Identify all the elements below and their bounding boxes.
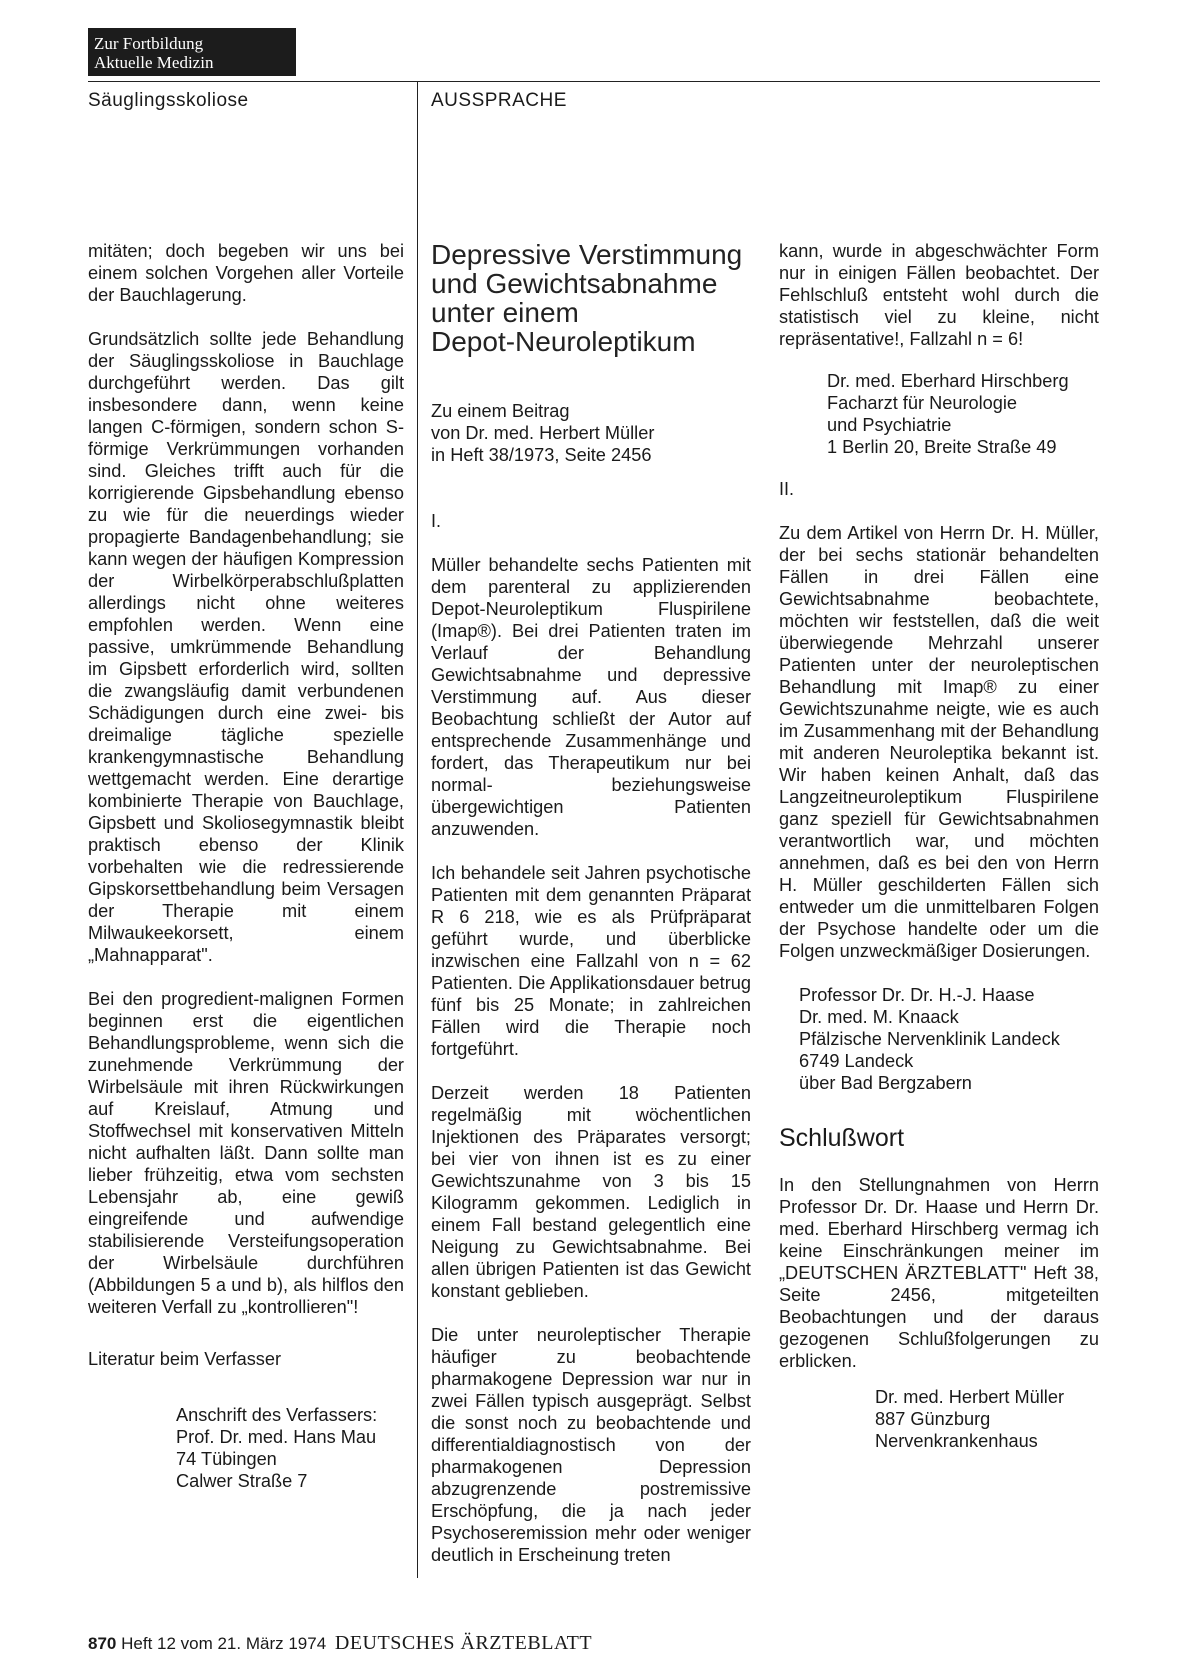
journal-name: DEUTSCHES ÄRZTEBLATT [334, 1632, 593, 1654]
col2-paragraph-1: Müller behandelte sechs Patienten mit dem parenteral zu applizierenden Depot-Neuroleptikum Fluspirilene (Imap®). Bei drei Patienten traten im Verlauf der Behandlung Gewichtsabnahme und depressive Verstimmung auf. Aus dieser Beobachtung schließt der Autor auf entsprechende Zusammenhänge und fordert, das Therapeutikum nur bei normal- beziehungsweise übergewichtigen Patienten anzuwenden. [431, 555, 751, 839]
haase-address: Professor Dr. Dr. H.-J. Haase Dr. med. M. Knaack Pfälzische Nervenklinik Landeck 6749 Landeck über Bad Bergzabern [799, 985, 1060, 1093]
article-reference: Zu einem Beitrag von Dr. med. Herbert Müller in Heft 38/1973, Seite 2456 [431, 401, 655, 465]
literature-note: Literatur beim Verfasser [88, 1349, 282, 1369]
col1-paragraph-3: Bei den progredient-malignen Formen beginnen erst die eigentlichen Behandlungsprobleme, wenn sich die zunehmende Verkrümmung der Wirbelsäule mit ihren Rückwirkungen auf Kreislauf, Atmung und Stoffwechsel mit konservativen Mitteln nicht aufhalten läßt. Dann sollte man lieber frühzeitig, etwa vom sechsten Lebensjahr ab, eine gewiß eingreifende und aufwendige stabilisierende Versteifungsoperation der Wirbelsäule durchführen (Abbildungen 5 a und b), als hilflos den weiteren Verfall zu „kontrollieren"! [88, 989, 404, 1317]
col2-paragraph-3: Derzeit werden 18 Patienten regelmäßig mit wöchentlichen Injektionen des Präparates versorgt; bei vier von ihnen ist es zu einer Gewichtszunahme von 3 bis 15 Kilogramm gekommen. Lediglich in einem Fall bestand gelegentlich eine Neigung zu Gewichtsabnahme. Bei allen übrigen Patienten ist das Gewicht konstant geblieben. [431, 1083, 751, 1301]
column-divider [417, 81, 418, 1578]
page-footer [88, 1632, 592, 1655]
col2-paragraph-4: Die unter neuroleptischer Therapie häufiger zu beobachtende pharmakogene Depression war nur in zwei Fällen typisch ausgeprägt. Selbst die sonst noch zu beobachtende und differentialdiagnostisch von der pharmakogenen Depression abzugrenzende postremissive Erschöpfung, die ja nach jeder Psychoseremission mehr oder weniger deutlich in Erscheinung treten [431, 1325, 751, 1565]
closing-heading: Schlußwort [779, 1124, 905, 1152]
article-headline: Depressive Verstimmung und Gewichtsabnahme unter einem Depot-Neuroleptikum [431, 239, 743, 357]
left-section-label: Säuglingsskoliose [88, 90, 249, 111]
column-3 [779, 240, 1099, 1452]
page-number: 870 [88, 1634, 117, 1653]
col3-paragraph-3: In den Stellungnahmen von Herrn Professor Dr. Dr. Haase und Herrn Dr. med. Eberhard Hirschberg vermag ich keine Einschränkungen meiner im „DEUTSCHEN ÄRZTEBLATT" Heft 38, Seite 2456, mitgeteilten Beobachtungen und der daraus gezogenen Schlußfolgerungen zu erblicken. [779, 1175, 1099, 1371]
mueller-address [779, 1386, 1099, 1452]
col2-paragraph-2: Ich behandele seit Jahren psychotische Patienten mit dem genannten Präparat R 6 218, wie es als Prüfpräparat geführt wurde, und überblicke inzwischen eine Fallzahl von n = 62 Patienten. Die Applikationsdauer betrug fünf bis 25 Monate; in zahlreichen Fällen wird die Therapie noch fortgeführt. [431, 863, 751, 1059]
right-section-label: AUSSPRACHE [431, 90, 567, 111]
mueller-institution: Nervenkrankenhaus [875, 1431, 1038, 1451]
hirschberg-address: Dr. med. Eberhard Hirschberg Facharzt für Neurologie und Psychiatrie 1 Berlin 20, Breite Straße 49 [827, 371, 1069, 457]
column-1 [88, 240, 404, 1492]
col1-paragraph-2: Grundsätzlich sollte jede Behandlung der Säuglingsskoliose in Bauchlage durchgeführt werden. Das gilt insbesondere dann, wenn keine langen C-förmigen, sondern schon S-förmige Verkrümmungen vorhanden sind. Gleiches trifft auch für die korrigierende Gipsbehandlung ebenso zu wie für die neuerdings wieder propagierte Bandagenbehandlung; sie kann wegen der häufigen Kompression der Wirbelkörperabschlußplatten allerdings nicht ohne weiteres empfohlen werden. Wenn eine passive, umkrümmende Behandlung im Gipsbett erforderlich wird, sollten die zwangsläufig damit verbundenen Schädigungen durch eine zwei- bis dreimalige tägliche spezielle krankengymnastische Behandlung wettgemacht werden. Eine derartige kombinierte Therapie von Bauchlage, Gipsbett und Skoliosegymnastik bleibt praktisch ebenso der Klinik vorbehalten wie die redressierende Gipskorsettbehandlung beim Versagen der Therapie mit einem Milwaukeekorsett, einem „Mahnapparat". [88, 329, 404, 965]
col3-paragraph-2: Zu dem Artikel von Herrn Dr. H. Müller, der bei sechs stationär behandelten Fällen in drei Fällen eine Gewichtsabnahme beobachtete, möchten wir feststellen, daß die weit überwiegende Mehrzahl unserer Patienten unter der neuroleptischen Behandlung mit Imap® zu einer Gewichtszunahme neigte, wie es auch im Zusammenhang mit der Behandlung mit anderen Neuroleptika bekannt ist. Wir haben keinen Anhalt, daß das Langzeitneuroleptikum Fluspirilene ganz speziell für Gewichtsabnahmen verantwortlich war, und möchten annehmen, daß es bei den von Herrn H. Müller geschilderten Fällen sich entweder um die unmittelbaren Folgen der Psychose handelte oder um die Folgen unzweckmäßiger Dosierungen. [779, 523, 1099, 961]
column-2 [431, 240, 751, 1566]
col1-paragraph-1: mitäten; doch begeben wir uns bei einem solchen Vorgehen aller Vorteile der Bauchlagerung. [88, 241, 404, 305]
section-numeral-2: II. [779, 479, 795, 499]
section-numeral-1: I. [431, 511, 442, 531]
series-badge [88, 28, 296, 76]
col3-paragraph-1: kann, wurde in abgeschwächter Form nur in einigen Fällen beobachtet. Der Fehlschluß entsteht wohl durch die statistisch viel zu kleine, nicht repräsentative!, Fallzahl n = 6! [779, 241, 1099, 349]
header-rule [88, 81, 1100, 82]
series-line-1: Zur Fortbildung [94, 34, 204, 53]
series-line-2: Aktuelle Medizin [94, 53, 214, 72]
mueller-name: Dr. med. Herbert Müller [875, 1387, 1064, 1407]
mueller-city: 887 Günzburg [875, 1409, 991, 1429]
author-address: Anschrift des Verfassers: Prof. Dr. med. Hans Mau 74 Tübingen Calwer Straße 7 [176, 1405, 378, 1491]
issue-info: Heft 12 vom 21. März 1974 [121, 1634, 327, 1653]
